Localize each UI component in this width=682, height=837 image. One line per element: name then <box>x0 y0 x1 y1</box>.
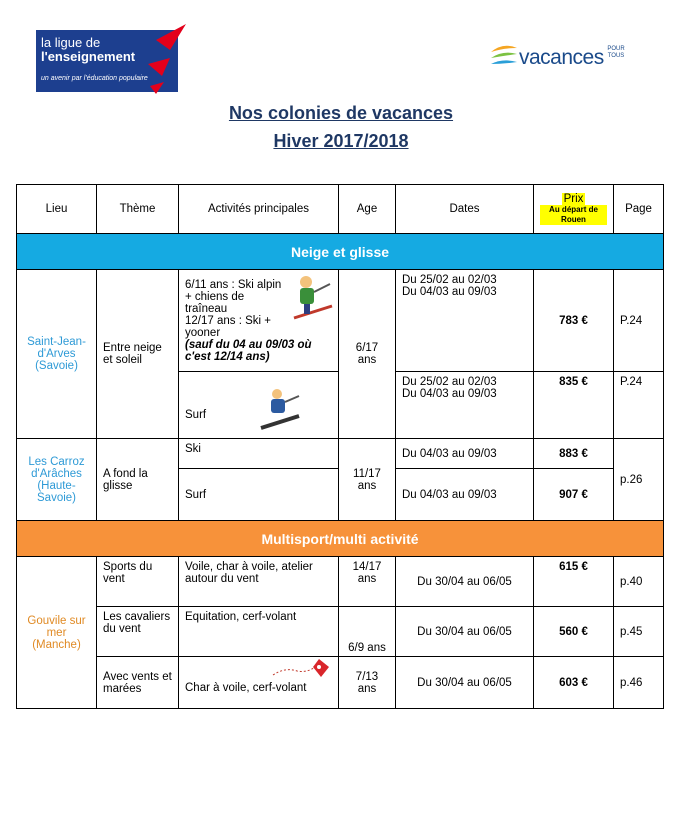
header-theme: Thème <box>97 185 179 234</box>
page-subtitle: Hiver 2017/2018 <box>273 131 409 151</box>
prix-gouvile-3: 603 € <box>534 657 614 709</box>
section-row-neige <box>17 234 664 270</box>
header-dates: Dates <box>396 185 534 234</box>
page-gouvile-1: p.40 <box>614 557 664 607</box>
age-gouvile-3: 7/13 ans <box>339 657 396 709</box>
section-row-multi <box>17 521 664 557</box>
age-gouvile-1: 14/17 ans <box>339 557 396 607</box>
table-header-row <box>17 185 664 234</box>
ligue-logo <box>36 24 186 94</box>
table-row <box>17 270 664 372</box>
page-carroz: p.26 <box>614 439 664 521</box>
age-carroz: 11/17 ans <box>339 439 396 521</box>
header-prix-sub: Au départ de Rouen <box>540 205 607 225</box>
activites-carroz-surf: Surf <box>179 469 339 521</box>
activites-arves-surf <box>179 372 339 439</box>
age-gouvile-2: 6/9 ans <box>339 607 396 657</box>
activites-arves-line1: 6/11 ans : Ski alpin + chiens de traîneau <box>185 278 282 315</box>
page-title: Nos colonies de vacances <box>228 103 454 123</box>
dates-arves-1a: Du 25/02 au 02/03 <box>402 274 497 286</box>
header-prix-label: Prix <box>563 193 584 205</box>
theme-gouvile-3: Avec vents et marées <box>97 657 179 709</box>
dates-arves-1b: Du 04/03 au 09/03 <box>402 286 497 298</box>
lieu-gouvile: Gouvile sur mer (Manche) <box>17 557 97 709</box>
header-age: Age <box>339 185 396 234</box>
header-prix <box>534 185 614 234</box>
table-row <box>17 657 664 709</box>
dates-arves-2a: Du 25/02 au 02/03 <box>402 376 497 388</box>
theme-arves: Entre neige et soleil <box>97 270 179 439</box>
red-flag-icon <box>148 24 188 94</box>
prix-carroz-2: 907 € <box>534 469 614 521</box>
theme-carroz: A fond la glisse <box>97 439 179 521</box>
lieu-arves: Saint-Jean-d'Arves (Savoie) <box>17 270 97 439</box>
dates-carroz-1: Du 04/03 au 09/03 <box>396 439 534 469</box>
header-page: Page <box>614 185 664 234</box>
activites-carroz-ski: Ski <box>179 439 339 469</box>
dates-carroz-2: Du 04/03 au 09/03 <box>396 469 534 521</box>
page-arves-1: P.24 <box>614 270 664 372</box>
prix-carroz-1: 883 € <box>534 439 614 469</box>
vacances-leaf-icon <box>489 42 519 74</box>
ligue-logo-line2: l'enseignement <box>41 49 136 64</box>
prix-gouvile-1: 615 € <box>534 557 614 607</box>
section-neige-label: Neige et glisse <box>17 234 664 270</box>
theme-gouvile-1: Sports du vent <box>97 557 179 607</box>
skier-icon <box>290 274 336 324</box>
colonies-table <box>16 184 664 709</box>
activites-gouvile-3-label: Char à voile, cerf-volant <box>185 681 307 694</box>
section-multi-label: Multisport/multi activité <box>17 521 664 557</box>
activites-gouvile-3 <box>179 657 339 709</box>
activites-arves-surf-label: Surf <box>185 409 207 421</box>
lieu-carroz: Les Carroz d'Arâches (Haute-Savoie) <box>17 439 97 521</box>
activites-arves-line2: 12/17 ans : Ski + yooner <box>185 314 271 339</box>
ligue-logo-line1: la ligue de <box>41 35 101 50</box>
prix-gouvile-2: 560 € <box>534 607 614 657</box>
dates-gouvile-2: Du 30/04 au 06/05 <box>396 607 534 657</box>
dates-gouvile-1: Du 30/04 au 06/05 <box>396 557 534 607</box>
vacances-logo-text: vacances <box>519 46 604 69</box>
table-row <box>17 607 664 657</box>
activites-arves-ski <box>179 270 339 372</box>
page-arves-2: P.24 <box>614 372 664 439</box>
page-gouvile-2: p.45 <box>614 607 664 657</box>
activites-arves-note: (sauf du 04 au 09/03 où c'est 12/14 ans) <box>185 338 312 363</box>
dates-arves-1 <box>396 270 534 372</box>
page-gouvile-3: p.46 <box>614 657 664 709</box>
dates-gouvile-3: Du 30/04 au 06/05 <box>396 657 534 709</box>
table-row <box>17 557 664 607</box>
dates-arves-2 <box>396 372 534 439</box>
theme-gouvile-2: Les cavaliers du vent <box>97 607 179 657</box>
pour-tous-text: POUR TOUS <box>607 46 625 59</box>
snowboarder-icon <box>257 388 303 432</box>
prix-arves-1: 783 € <box>534 270 614 372</box>
ligue-logo-tagline: un avenir par l'éducation populaire <box>41 75 148 82</box>
kite-icon <box>271 659 331 683</box>
vacances-pour-tous-logo <box>489 40 649 80</box>
activites-gouvile-1: Voile, char à voile, atelier autour du vent <box>179 557 339 607</box>
activites-gouvile-2: Equitation, cerf-volant <box>179 607 339 657</box>
prix-arves-2: 835 € <box>534 372 614 439</box>
header-activites: Activités principales <box>179 185 339 234</box>
age-arves: 6/17 ans <box>339 270 396 439</box>
table-row <box>17 439 664 469</box>
header-lieu: Lieu <box>17 185 97 234</box>
dates-arves-2b: Du 04/03 au 09/03 <box>402 388 497 400</box>
